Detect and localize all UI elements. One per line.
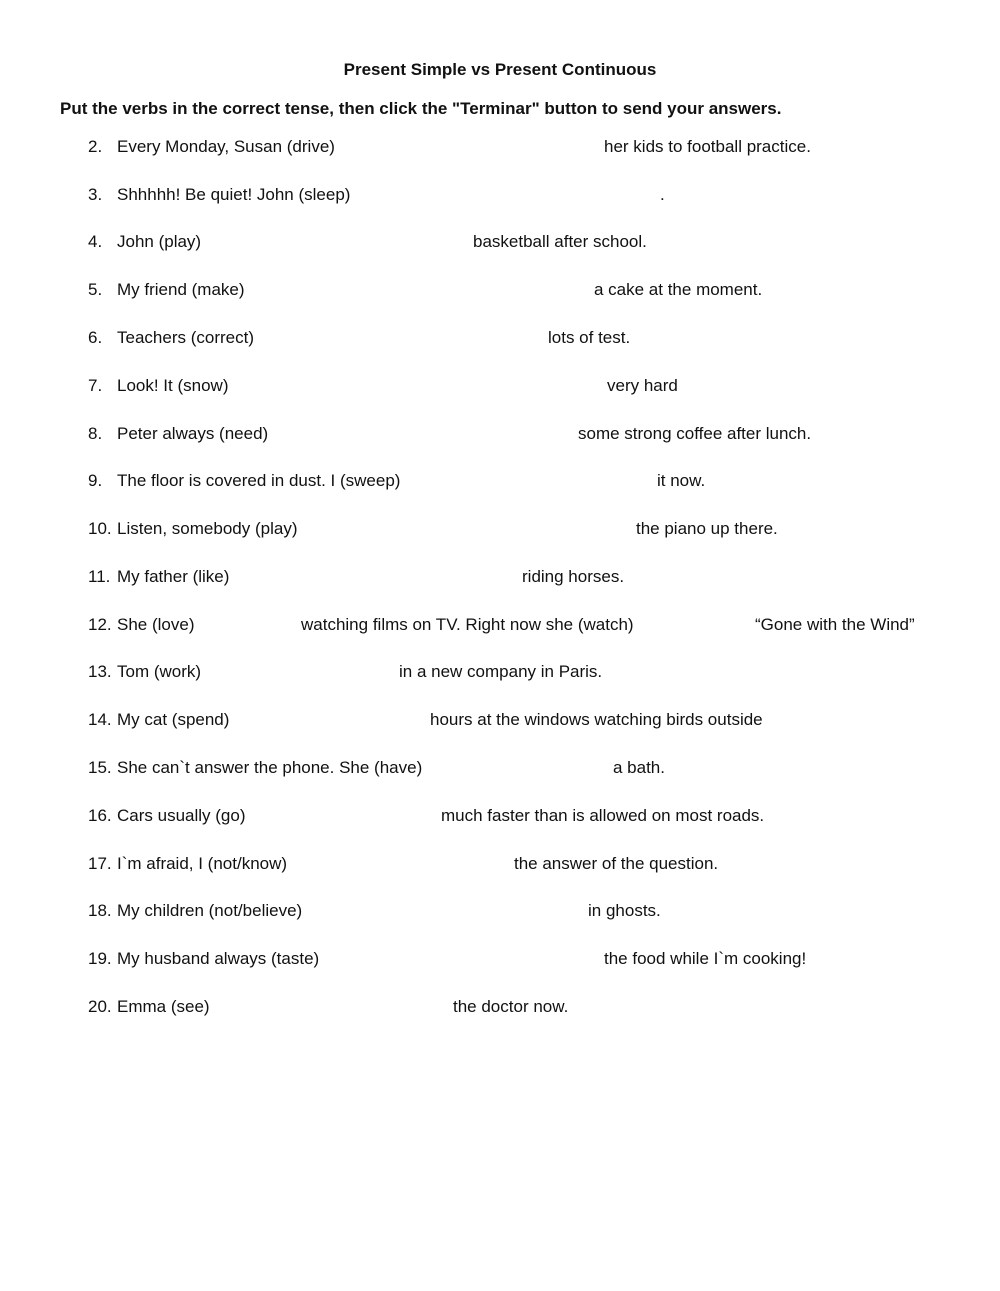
item-number: 20. bbox=[88, 997, 112, 1016]
answer-input[interactable] bbox=[237, 712, 426, 734]
item-prompt: She can`t answer the phone. She (have) bbox=[117, 758, 423, 777]
item-number: 19. bbox=[88, 949, 112, 968]
item-number: 8. bbox=[88, 424, 103, 443]
exercise-item bbox=[88, 328, 988, 352]
item-continuation: “Gone with the Wind” bbox=[755, 615, 915, 634]
item-continuation: some strong coffee after lunch. bbox=[578, 424, 812, 443]
item-continuation: in ghosts. bbox=[588, 901, 661, 920]
item-continuation: the food while I`m cooking! bbox=[604, 949, 807, 968]
item-continuation: very hard bbox=[607, 376, 678, 395]
item-continuation: the piano up there. bbox=[636, 519, 778, 538]
item-number: 14. bbox=[88, 710, 112, 729]
item-continuation: much faster than is allowed on most roads. bbox=[441, 806, 765, 825]
item-prompt: Listen, somebody (play) bbox=[117, 519, 298, 538]
item-continuation: . bbox=[660, 185, 665, 204]
item-number: 3. bbox=[88, 185, 103, 204]
item-prompt: The floor is covered in dust. I (sweep) bbox=[117, 471, 401, 490]
exercise-item bbox=[88, 567, 988, 591]
item-number: 5. bbox=[88, 280, 103, 299]
item-prompt: She (love) bbox=[117, 615, 195, 634]
exercise-item bbox=[88, 710, 988, 734]
item-prompt: My father (like) bbox=[117, 567, 230, 586]
item-number: 2. bbox=[88, 137, 103, 156]
answer-input[interactable] bbox=[202, 617, 297, 639]
item-continuation: a cake at the moment. bbox=[594, 280, 763, 299]
item-prompt: Tom (work) bbox=[117, 662, 202, 681]
answer-input[interactable] bbox=[408, 473, 653, 495]
exercise-item bbox=[88, 519, 988, 543]
exercise-item bbox=[88, 806, 988, 830]
item-number: 15. bbox=[88, 758, 112, 777]
exercise-item bbox=[88, 471, 988, 495]
answer-input[interactable] bbox=[327, 951, 600, 973]
item-continuation: it now. bbox=[657, 471, 706, 490]
answer-input[interactable] bbox=[209, 664, 395, 686]
answer-input[interactable] bbox=[276, 426, 574, 448]
item-continuation: lots of test. bbox=[548, 328, 631, 347]
item-continuation: the answer of the question. bbox=[514, 854, 719, 873]
item-prompt: My husband always (taste) bbox=[117, 949, 320, 968]
item-number: 13. bbox=[88, 662, 112, 681]
item-continuation: basketball after school. bbox=[473, 232, 647, 251]
item-prompt: Shhhhh! Be quiet! John (sleep) bbox=[117, 185, 351, 204]
item-continuation: riding horses. bbox=[522, 567, 625, 586]
exercise-item bbox=[88, 232, 988, 256]
exercise-item bbox=[88, 137, 988, 161]
exercise-item bbox=[88, 376, 988, 400]
answer-input[interactable] bbox=[254, 808, 437, 830]
item-number: 9. bbox=[88, 471, 103, 490]
answer-input[interactable] bbox=[305, 521, 632, 543]
item-number: 18. bbox=[88, 901, 112, 920]
item-number: 7. bbox=[88, 376, 103, 395]
exercise-item bbox=[88, 615, 988, 639]
answer-input[interactable] bbox=[343, 139, 600, 161]
answer-input[interactable] bbox=[262, 330, 544, 352]
answer-input[interactable] bbox=[209, 234, 469, 256]
item-prompt: Every Monday, Susan (drive) bbox=[117, 137, 335, 156]
answer-input[interactable] bbox=[430, 760, 609, 782]
worksheet-instructions: Put the verbs in the correct tense, then click the "Terminar" button to send your answers. bbox=[60, 99, 782, 118]
item-number: 11. bbox=[88, 567, 111, 586]
answer-input[interactable] bbox=[218, 999, 449, 1021]
item-continuation: a bath. bbox=[613, 758, 665, 777]
exercise-item bbox=[88, 662, 988, 686]
item-prompt: Look! It (snow) bbox=[117, 376, 229, 395]
item-number: 4. bbox=[88, 232, 103, 251]
item-prompt: Cars usually (go) bbox=[117, 806, 246, 825]
exercise-item bbox=[88, 424, 988, 448]
item-number: 10. bbox=[88, 519, 112, 538]
answer-input[interactable] bbox=[310, 903, 584, 925]
answer-input[interactable] bbox=[295, 856, 510, 878]
item-continuation: her kids to football practice. bbox=[604, 137, 811, 156]
exercise-item bbox=[88, 854, 988, 878]
item-prompt: Peter always (need) bbox=[117, 424, 269, 443]
item-prompt: My cat (spend) bbox=[117, 710, 230, 729]
exercise-item bbox=[88, 949, 988, 973]
answer-input[interactable] bbox=[237, 378, 603, 400]
exercise-item bbox=[88, 185, 988, 209]
item-prompt: John (play) bbox=[117, 232, 202, 251]
worksheet-title: Present Simple vs Present Continuous bbox=[343, 60, 657, 79]
item-continuation: in a new company in Paris. bbox=[399, 662, 603, 681]
answer-input[interactable] bbox=[642, 617, 751, 639]
answer-input[interactable] bbox=[253, 282, 590, 304]
item-number: 12. bbox=[88, 615, 112, 634]
answer-input[interactable] bbox=[358, 187, 656, 209]
exercise-item bbox=[88, 280, 988, 304]
item-prompt: Emma (see) bbox=[117, 997, 210, 1016]
item-prompt: Teachers (correct) bbox=[117, 328, 254, 347]
item-prompt: My children (not/believe) bbox=[117, 901, 303, 920]
exercise-item bbox=[88, 758, 988, 782]
item-prompt: My friend (make) bbox=[117, 280, 245, 299]
item-number: 16. bbox=[88, 806, 112, 825]
exercise-item bbox=[88, 901, 988, 925]
answer-input[interactable] bbox=[237, 569, 518, 591]
item-number: 17. bbox=[88, 854, 112, 873]
item-continuation: watching films on TV. Right now she (watch) bbox=[301, 615, 634, 634]
item-continuation: hours at the windows watching birds outside bbox=[430, 710, 763, 729]
item-number: 6. bbox=[88, 328, 103, 347]
item-prompt: I`m afraid, I (not/know) bbox=[117, 854, 288, 873]
item-continuation: the doctor now. bbox=[453, 997, 569, 1016]
exercise-item bbox=[88, 997, 988, 1021]
